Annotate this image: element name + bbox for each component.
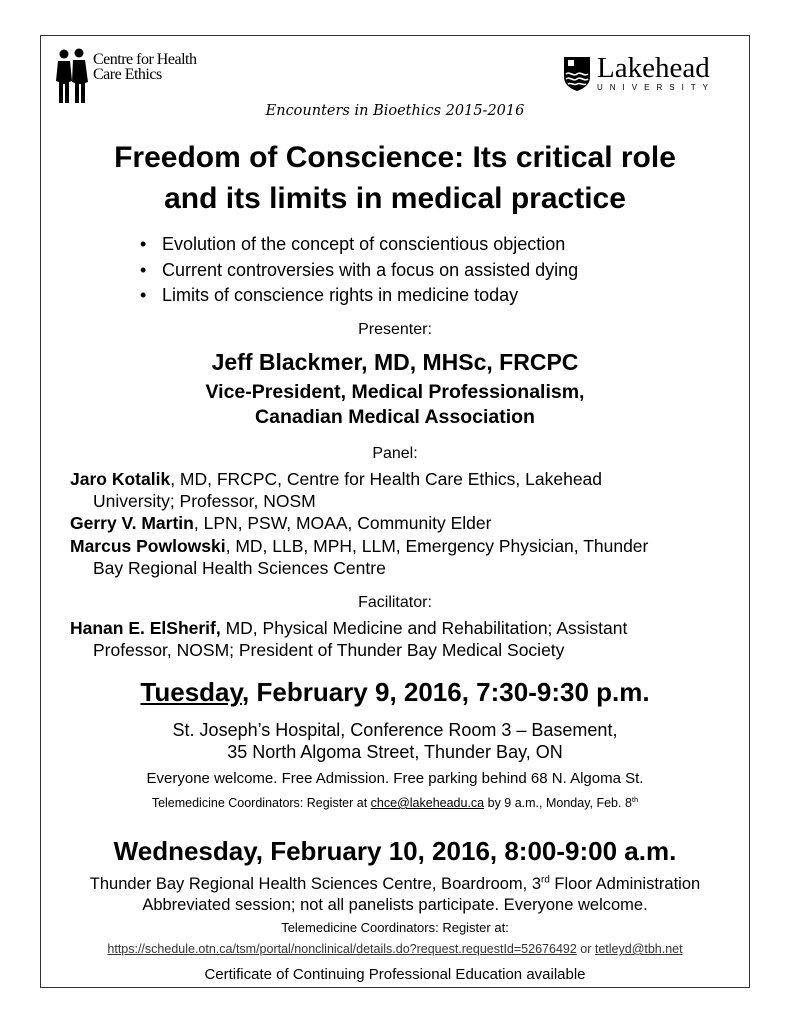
event2-register-links: https://schedule.otn.ca/tsm/portal/nonclinical/details.do?request.requestId=52676492 or tetleyd@tbh.net bbox=[107, 942, 683, 956]
event2-note: Abbreviated session; not all panelists participate. Everyone welcome. bbox=[142, 896, 648, 914]
event2-location: Thunder Bay Regional Health Sciences Centre, Boardroom, 3rd Floor Administration bbox=[89, 874, 701, 893]
panel-member: Jaro Kotalik, MD, FRCPC, Centre for Health Care Ethics, Lakehead bbox=[70, 469, 603, 489]
topic-list bbox=[140, 232, 578, 309]
register-email-link[interactable]: chce@lakeheadu.ca bbox=[370, 796, 485, 810]
presenter-role-2: Canadian Medical Association bbox=[255, 406, 535, 428]
facilitator-label: Facilitator: bbox=[358, 594, 432, 611]
panel-member-cont: University; Professor, NOSM bbox=[93, 491, 316, 511]
event1-telemedicine: Telemedicine Coordinators: Register at chce@lakeheadu.ca by 9 a.m., Monday, Feb. 8th bbox=[151, 794, 639, 810]
presenter-role-1: Vice-President, Medical Professionalism, bbox=[205, 381, 585, 403]
topic-item: • Evolution of the concept of conscientious objection bbox=[140, 232, 578, 258]
register-email-link[interactable]: tetleyd@tbh.net bbox=[594, 942, 683, 956]
panel-member-cont: Bay Regional Health Sciences Centre bbox=[93, 558, 386, 578]
event2-date: Wednesday, February 10, 2016, 8:00-9:00 a.m. bbox=[113, 836, 677, 866]
facilitator-cont: Professor, NOSM; President of Thunder Bay Medical Society bbox=[93, 640, 565, 660]
people-silhouette-icon bbox=[55, 48, 89, 104]
lakehead-name: Lakehead bbox=[597, 52, 710, 84]
panel-member: Gerry V. Martin, LPN, PSW, MOAA, Community Elder bbox=[70, 513, 492, 533]
title-line-1: Freedom of Conscience: Its critical role bbox=[114, 141, 676, 174]
series-label: Encounters in Bioethics 2015-2016 bbox=[265, 103, 525, 119]
title-line-2: and its limits in medical practice bbox=[164, 182, 626, 215]
facilitator: Hanan E. ElSherif, MD, Physical Medicine and Rehabilitation; Assistant bbox=[70, 618, 628, 638]
centre-health-care-ethics-logo bbox=[55, 48, 223, 104]
event2-telemedicine: Telemedicine Coordinators: Register at: bbox=[281, 920, 509, 935]
event1-note: Everyone welcome. Free Admission. Free parking behind 68 N. Algoma St. bbox=[146, 770, 644, 787]
otn-register-link[interactable]: https://schedule.otn.ca/tsm/portal/nonclinical/details.do?request.requestId=52676492 bbox=[107, 942, 577, 956]
panel-member: Marcus Powlowski, MD, LLB, MPH, LLM, Emergency Physician, Thunder bbox=[70, 536, 649, 556]
presenter-name: Jeff Blackmer, MD, MHSc, FRCPC bbox=[211, 349, 579, 375]
event1-location-2: 35 North Algoma Street, Thunder Bay, ON bbox=[227, 742, 563, 762]
lakehead-university-logo bbox=[563, 52, 716, 92]
presenter-label: Presenter: bbox=[358, 321, 432, 338]
topic-item: • Limits of conscience rights in medicine today bbox=[140, 283, 578, 309]
event1-location-1: St. Joseph’s Hospital, Conference Room 3 – Basement, bbox=[172, 720, 618, 740]
university-label: UNIVERSITY bbox=[597, 83, 716, 92]
certificate-note: Certificate of Continuing Professional Education available bbox=[204, 966, 586, 983]
event1-date: Tuesday, February 9, 2016, 7:30-9:30 p.m. bbox=[140, 677, 650, 707]
panel-label: Panel: bbox=[372, 445, 418, 462]
logo-text: Centre for Health Care Ethics bbox=[93, 51, 197, 83]
topic-item: • Current controversies with a focus on assisted dying bbox=[140, 258, 578, 284]
lakehead-crest-icon bbox=[563, 56, 591, 92]
